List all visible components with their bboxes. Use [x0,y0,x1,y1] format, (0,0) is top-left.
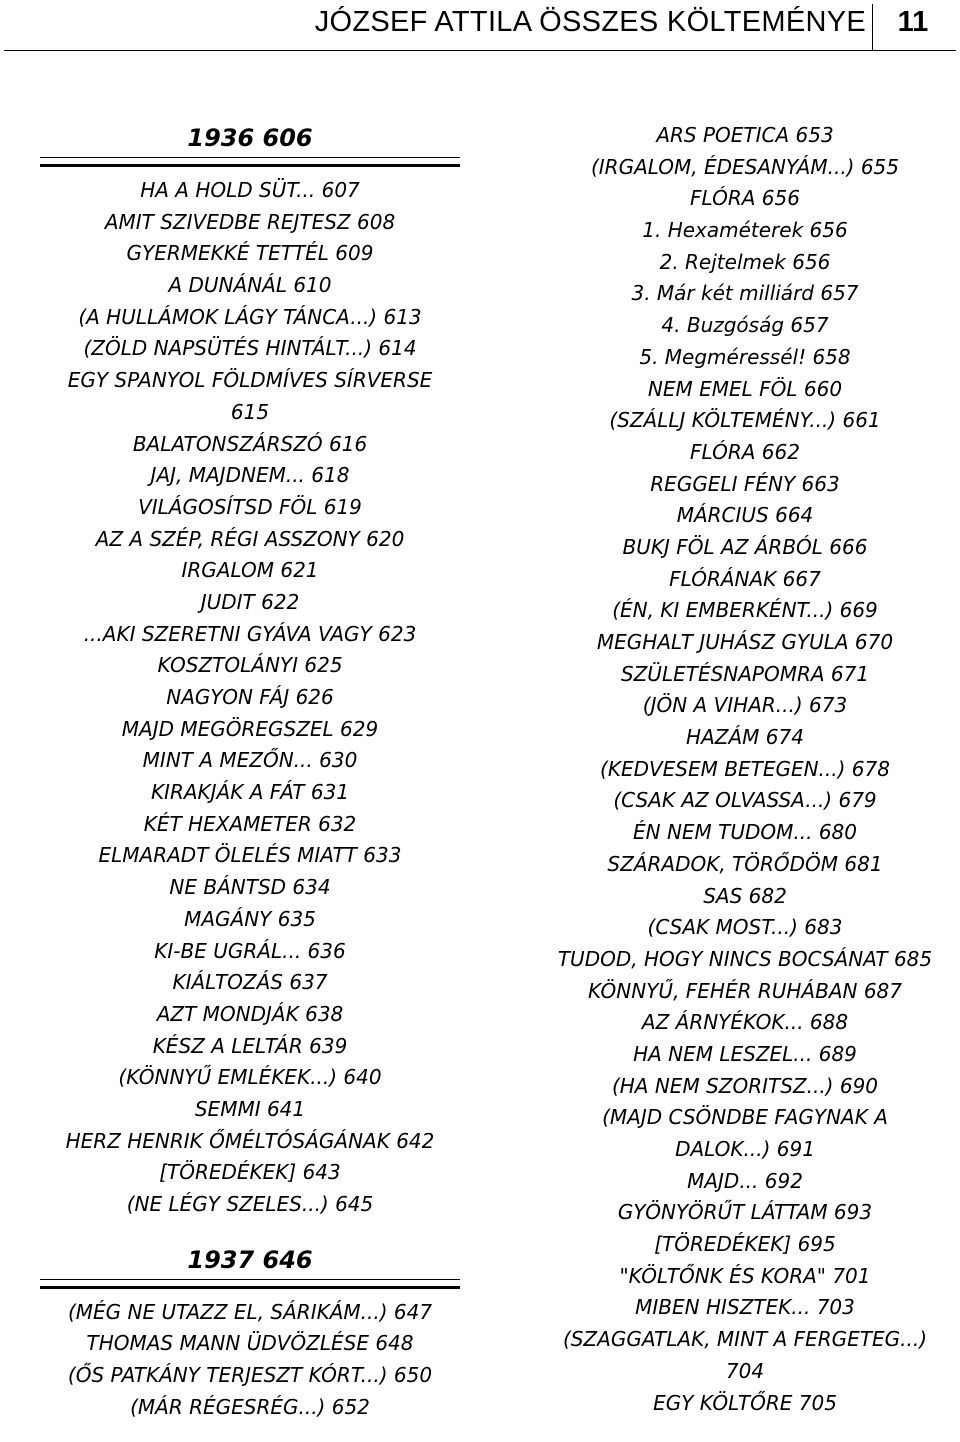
toc-entry: ELMARADT ÖLELÉS MIATT 633 [98,843,402,868]
toc-entry: SZÜLETÉSNAPOMRA 671 [620,661,870,686]
toc-entry: MEGHALT JUHÁSZ GYULA 670 [596,630,894,654]
toc-entry: (ŐS PATKÁNY TERJESZT KÓRT...) 650 [67,1363,433,1388]
toc-entry: AZ ÁRNYÉKOK... 688 [641,1010,849,1035]
toc-entry: HA NEM LESZEL... 689 [633,1041,857,1066]
toc-entry: FLÓRA 656 [690,186,800,211]
toc-entry: MINT A MEZŐN... 630 [142,748,358,773]
toc-entry: EGY KÖLTŐRE 705 [653,1390,837,1415]
toc-entry: JUDIT 622 [200,589,300,614]
toc-entry: AZ A SZÉP, RÉGI ASSZONY 620 [95,526,405,551]
toc-entry: KI-BE UGRÁL... 636 [154,938,346,963]
toc-entry: NEM EMEL FÖL 660 [647,376,843,401]
toc-entry: VILÁGOSÍTSD FÖL 619 [138,494,362,519]
toc-entry: ...AKI SZERETNI GYÁVA VAGY 623 [83,621,417,646]
toc-entry: 4. Buzgóság 657 [661,313,829,338]
toc-entry: MAJD MEGÖREGSZEL 629 [121,716,379,741]
toc-entry: (CSAK AZ OLVASSA...) 679 [613,788,877,813]
toc-entry: AZT MONDJÁK 638 [156,1001,344,1026]
toc-entry: KOSZTOLÁNYI 625 [157,653,343,678]
toc-entry: GYÖNYÖRŰT LÁTTAM 693 [617,1200,873,1225]
section-gap [40,1221,460,1241]
toc-entry: MAJD... 692 [687,1168,803,1193]
toc-entry: 5. Megméressél! 658 [639,344,851,369]
left-column [40,119,460,1423]
section-rule-1937 [40,1279,460,1289]
toc-entry: MAGÁNY 635 [184,906,316,931]
toc-entry: ARS POETICA 653 [656,123,834,147]
toc-entry: MIBEN HISZTEK... 703 [635,1295,855,1320]
toc-entry: HA A HOLD SÜT... 607 [140,178,360,202]
toc-entry: KIÁLTOZÁS 637 [172,970,328,995]
section-heading-1936: 1936 606 [187,124,313,152]
toc-entry: (ZÖLD NAPSÜTÉS HINTÁLT...) 614 [83,336,417,361]
toc-entry: KÉSZ A LELTÁR 639 [152,1033,348,1058]
toc-entry: (KEDVESEM BETEGEN...) 678 [600,756,890,781]
header-rule [4,50,956,51]
toc-entry: SEMMI 641 [194,1096,306,1121]
toc-entry: FLÓRA 662 [690,439,800,464]
toc-entry: (MÉG NE UTAZZ EL, SÁRIKÁM...) 647 [67,1299,433,1324]
toc-entry: 1. Hexaméterek 656 [642,218,848,243]
toc-entry: "KÖLTŐNK ÉS KORA" 701 [619,1263,871,1288]
toc-entry: (IRGALOM, ÉDESANYÁM...) 655 [590,154,900,179]
toc-entry: 3. Már két milliárd 657 [631,281,859,306]
toc-entry: (A HULLÁMOK LÁGY TÁNCA...) 613 [78,304,422,329]
toc-entry: NAGYON FÁJ 626 [166,685,334,709]
toc-entry: REGGELI FÉNY 663 [650,471,840,496]
header-divider [872,4,873,50]
toc-entry: BALATONSZÁRSZÓ 616 [132,431,368,456]
toc-entry: EGY SPANYOL FÖLDMÍVES SÍRVERSE [67,368,433,393]
toc-entry: KÖNNYŰ, FEHÉR RUHÁBAN 687 [587,978,903,1003]
toc-entry: BUKJ FÖL AZ ÁRBÓL 666 [622,534,868,559]
toc-entry: IRGALOM 621 [181,558,319,583]
toc-entry: (SZAGGATLAK, MINT A FERGETEG...) [562,1327,928,1352]
toc-entry: SAS 682 [703,883,787,908]
page-number: 11 [897,6,929,38]
toc-entry: (ÉN, KI EMBERKÉNT...) 669 [612,598,878,623]
toc-entry: 704 [725,1358,765,1383]
section-heading-1937: 1937 646 [187,1245,313,1274]
toc-entry: (KÖNNYŰ EMLÉKEK...) 640 [118,1065,382,1090]
toc-entry: (JÖN A VIHAR...) 673 [642,693,848,718]
toc-entry: KIRAKJÁK A FÁT 631 [150,780,350,805]
toc-entry: JAJ, MAJDNEM... 618 [150,463,350,488]
toc-entry: 615 [230,399,270,424]
toc-entry: (HA NEM SZORITSZ...) 690 [611,1073,879,1098]
page-header [0,0,960,52]
toc-entry: (SZÁLLJ KÖLTEMÉNY...) 661 [609,408,881,433]
toc-entry: SZÁRADOK, TÖRŐDÖM 681 [607,851,883,876]
book-title: JÓZSEF ATTILA ÖSSZES KÖLTEMÉNYE [314,6,866,38]
toc-entry: DALOK...) 691 [675,1137,815,1161]
toc-entry: 2. Rejtelmek 656 [659,249,831,274]
toc-entry: GYERMEKKÉ TETTÉL 609 [126,241,374,266]
right-column [540,120,950,1419]
toc-entry: HAZÁM 674 [686,725,804,750]
toc-entry: (CSAK MOST...) 683 [647,915,843,940]
toc-entry: AMIT SZIVEDBE REJTESZ 608 [104,209,396,234]
toc-entry: TUDOD, HOGY NINCS BOCSÁNAT 685 [557,946,933,971]
toc-entry: A DUNÁNÁL 610 [168,273,332,298]
toc-entry: ÉN NEM TUDOM... 680 [632,820,858,845]
toc-entry: FLÓRÁNAK 667 [669,566,821,591]
toc-entry: THOMAS MANN ÜDVÖZLÉSE 648 [86,1331,414,1356]
toc-entry: (NE LÉGY SZELES...) 645 [126,1192,374,1216]
toc-entry: HERZ HENRIK ŐMÉLTÓSÁGÁNAK 642 [65,1128,435,1153]
toc-entry: MÁRCIUS 664 [676,503,814,528]
section-rule-1936 [40,157,460,167]
toc-entry: NE BÁNTSD 634 [169,875,331,900]
toc-entry: (MÁR RÉGESRÉG...) 652 [130,1394,370,1419]
toc-entry: [TÖREDÉKEK] 695 [654,1232,836,1257]
toc-entry: [TÖREDÉKEK] 643 [159,1160,341,1185]
toc-entry: (MAJD CSÖNDBE FAGYNAK A [602,1105,888,1130]
toc-entry: KÉT HEXAMETER 632 [143,811,357,836]
